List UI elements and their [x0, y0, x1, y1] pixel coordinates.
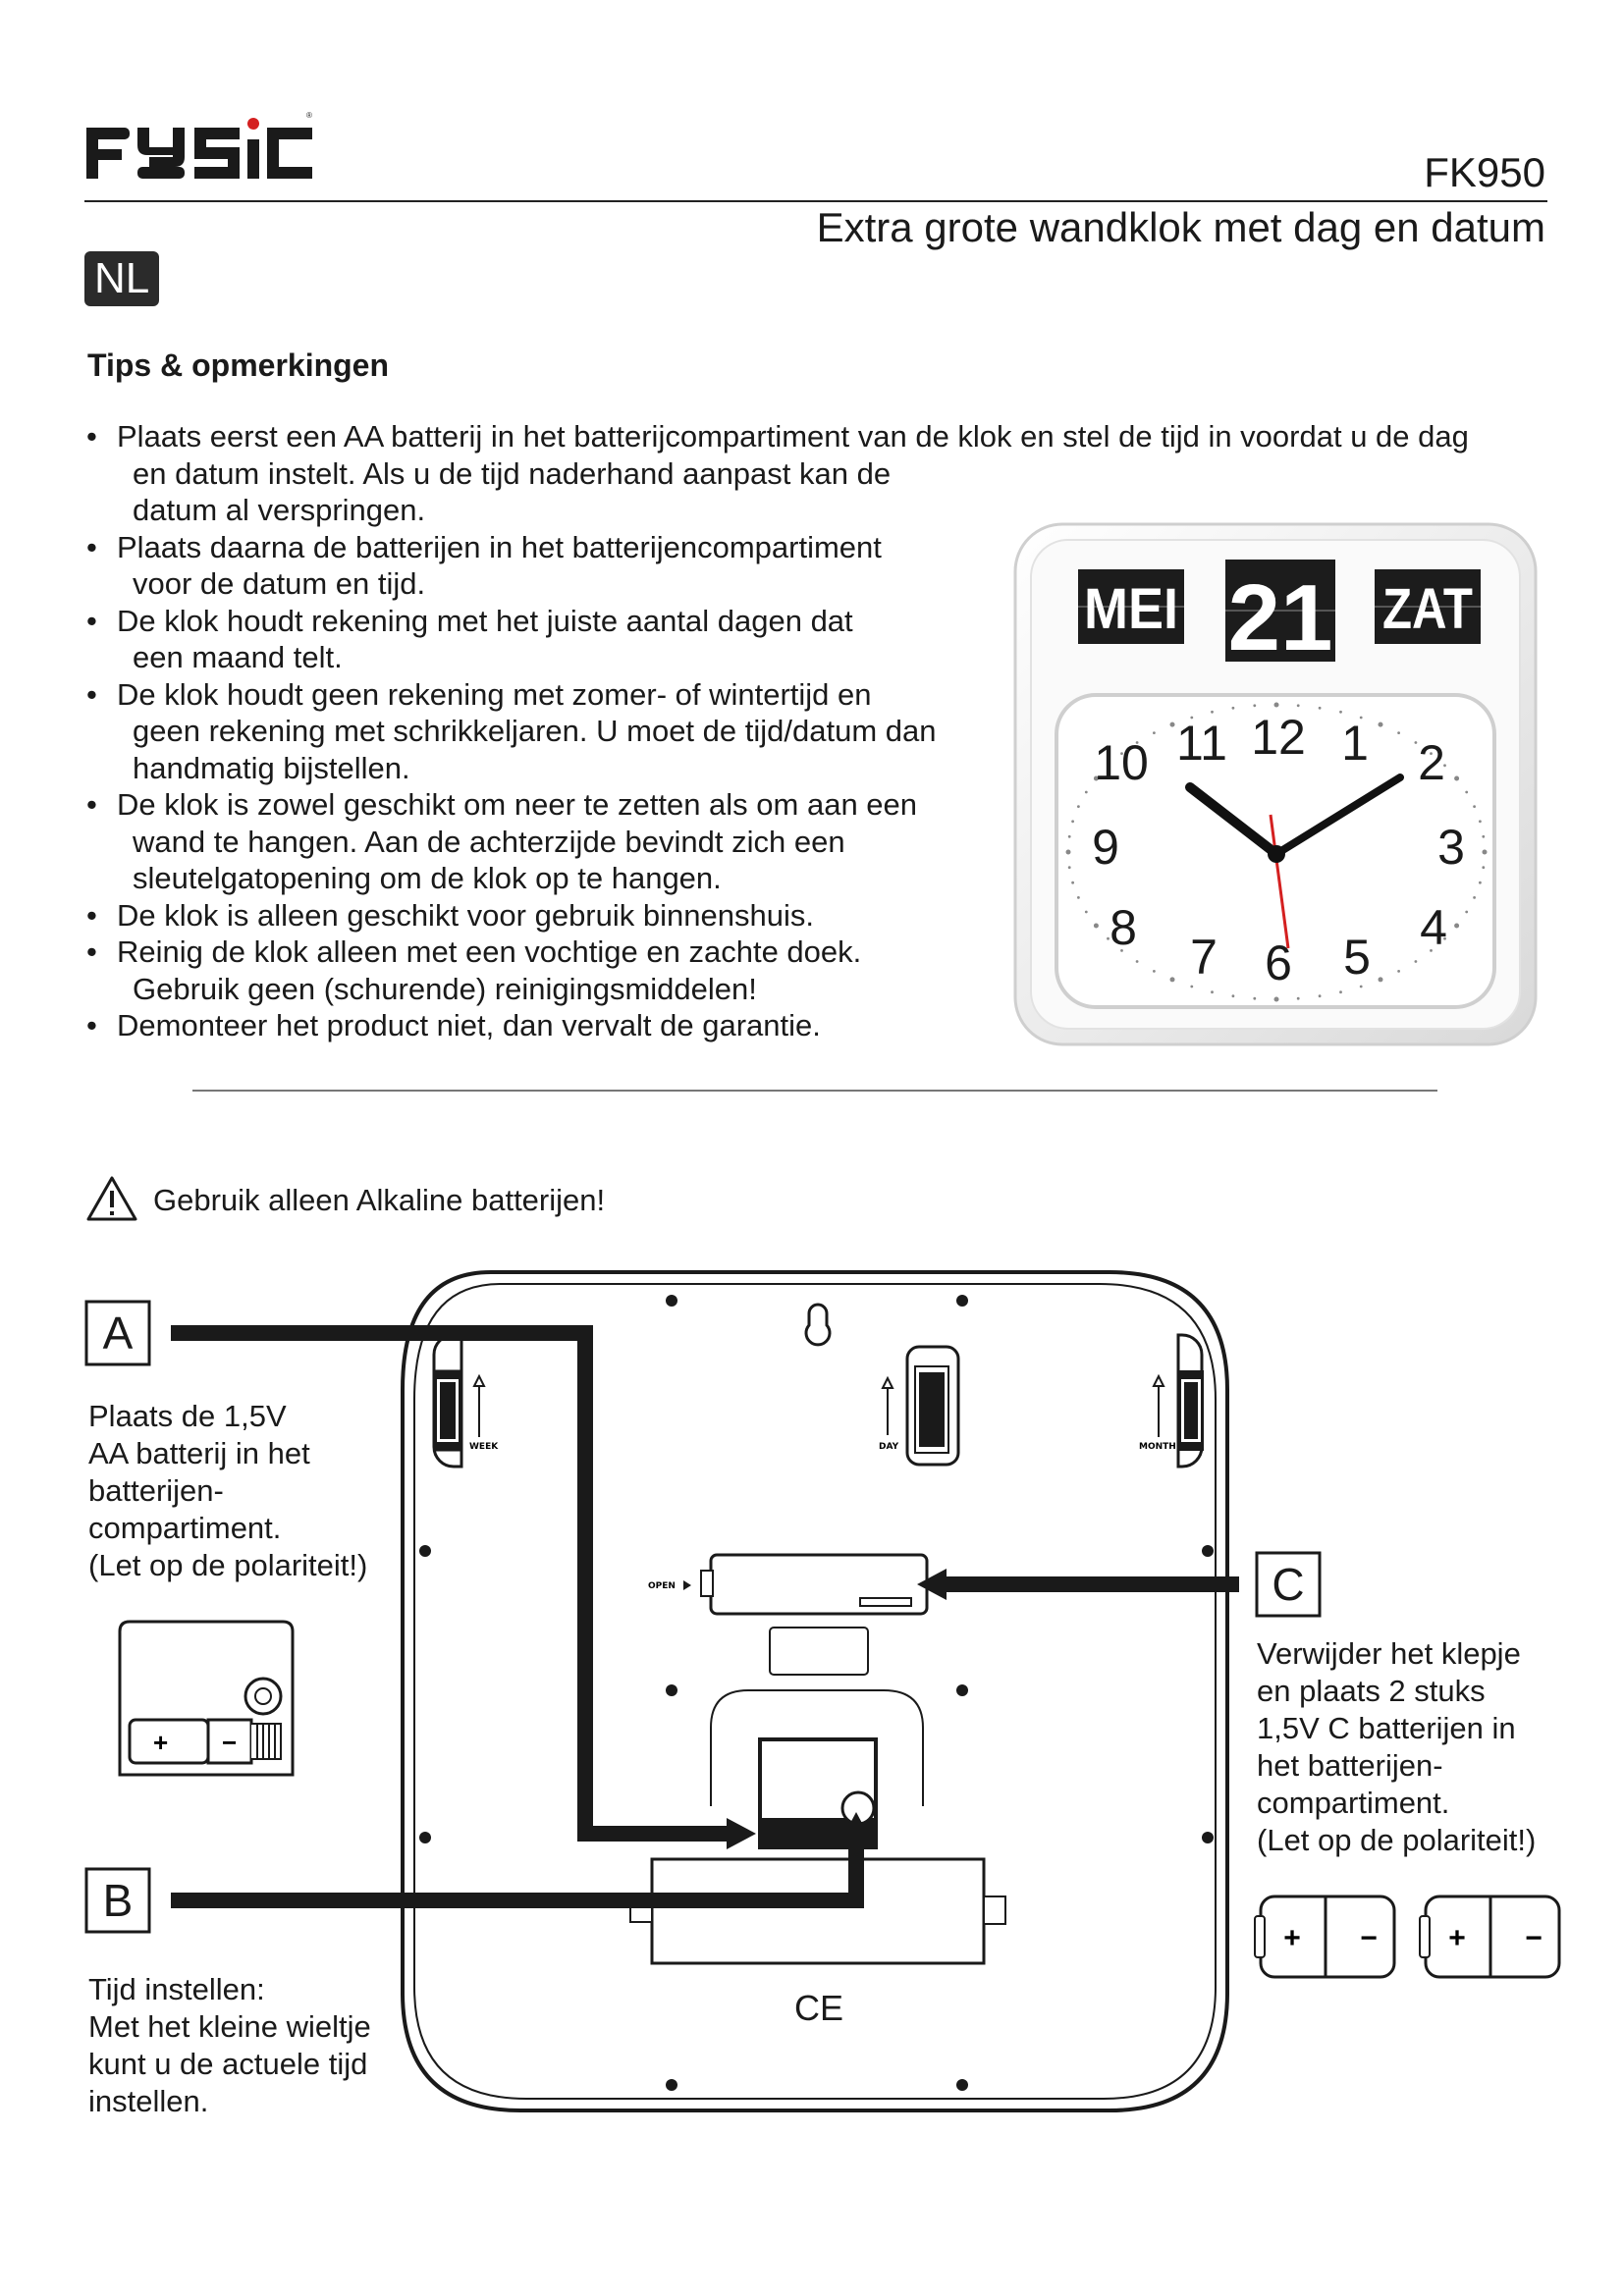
description-line: Verwijder het klepje [1257, 1636, 1521, 1671]
dial-tick [1136, 960, 1139, 963]
dial-tick [1170, 977, 1175, 982]
dial-tick [1297, 997, 1300, 1000]
dial-tick [1253, 997, 1256, 1000]
dial-numeral: 12 [1251, 710, 1306, 765]
tip-line: een maand telt. [133, 640, 343, 674]
tip-item [86, 418, 1520, 529]
dial-tick [1360, 986, 1363, 988]
dial-numeral: 2 [1418, 735, 1445, 790]
description-line: compartiment. [1257, 1786, 1450, 1820]
dial-tick [1253, 704, 1256, 707]
dial-numeral: 9 [1092, 820, 1119, 875]
open-label: OPEN [648, 1581, 676, 1591]
dial-tick [1071, 881, 1074, 884]
tip-line: sleutelgatopening om de klok op te hangen. [133, 861, 722, 895]
aa-battery-inset [120, 1622, 293, 1775]
tip-line: datum al verspringen. [133, 493, 426, 527]
tip-line: handmatig bijstellen. [133, 750, 410, 785]
dial-tick [1415, 960, 1418, 963]
dial-tick [1397, 731, 1400, 734]
description-c [1257, 1635, 1536, 1859]
ce-mark: CE [793, 1988, 844, 2028]
c-battery-plus: + [1283, 1922, 1301, 1954]
c-battery-plus: + [1448, 1922, 1466, 1954]
day-slot-label: DAY [879, 1442, 899, 1452]
month-slot-label: MONTH [1139, 1442, 1176, 1452]
model-number: FK950 [1424, 149, 1545, 195]
weekday-panel-text: ZAT [1382, 577, 1473, 641]
dial-tick [1153, 970, 1156, 973]
aa-plus-sign: + [153, 1728, 169, 1757]
dial-tick [1068, 866, 1071, 869]
dial-numeral: 3 [1437, 820, 1465, 875]
label-a: A [102, 1308, 134, 1359]
tip-line: en datum instelt. Als u de tijd naderhand aanpast kan de [133, 455, 892, 491]
c-battery-icon [1420, 1896, 1559, 1977]
aa-minus-sign: − [222, 1728, 238, 1757]
description-line: compartiment. [88, 1511, 282, 1545]
language-badge: NL [84, 251, 159, 306]
tip-line: • Plaats daarna de batterijen in het batterijencompartiment [117, 529, 882, 564]
month-panel-text: MEI [1084, 577, 1178, 641]
tip-line: • De klok houdt rekening met het juiste aantal dagen dat [117, 603, 853, 638]
dial-tick [1482, 835, 1485, 838]
dial-tick [1085, 791, 1088, 794]
description-b [88, 1971, 371, 2120]
warning-triangle-icon [86, 1175, 137, 1222]
dial-numeral: 7 [1190, 930, 1218, 985]
description-line: (Let op de polariteit!) [88, 1548, 368, 1582]
dial-tick [1465, 911, 1468, 914]
tip-line: • De klok is zowel geschikt om neer te zetten als om aan een [117, 787, 918, 822]
dial-tick [1297, 704, 1300, 707]
tips-heading: Tips & opmerkingen [87, 347, 390, 383]
dial-numeral: 4 [1420, 900, 1447, 955]
dial-tick [1319, 994, 1322, 997]
dial-numeral: 11 [1176, 716, 1227, 771]
warning-text: Gebruik alleen Alkaline batterijen! [153, 1183, 606, 1217]
keyhole-icon [806, 1305, 830, 1345]
dial-tick [1190, 986, 1193, 988]
dial-tick [1232, 707, 1235, 710]
dial-tick [1482, 866, 1485, 869]
description-line: kunt u de actuele tijd [88, 2047, 368, 2081]
tip-line: • Demonteer het product niet, dan vervalt de garantie. [117, 1008, 821, 1042]
dial-tick [1211, 711, 1214, 714]
dial-tick [1274, 703, 1279, 708]
description-line: instellen. [88, 2084, 209, 2118]
clock-photo [1011, 520, 1540, 1048]
dial-tick [1397, 970, 1400, 973]
dial-tick [1077, 896, 1080, 899]
dial-tick [1068, 835, 1071, 838]
product-subtitle: Extra grote wandklok met dag en datum [816, 204, 1545, 250]
dial-numeral: 1 [1341, 716, 1369, 771]
dial-tick [1339, 711, 1342, 714]
dial-tick [1379, 977, 1383, 982]
tip-line: • Plaats eerst een AA batterij in het batterijcompartiment van de klok en stel de tijd in voordat u de dag [117, 419, 1469, 454]
dial-tick [1483, 850, 1488, 855]
dial-tick [1071, 820, 1074, 823]
tip-line: voor de datum en tijd. [133, 566, 426, 601]
tip-line: Gebruik geen (schurende) reinigingsmiddelen! [133, 971, 757, 1006]
dial-tick [1454, 924, 1459, 929]
dial-tick [1170, 722, 1175, 727]
dial-tick [1085, 911, 1088, 914]
description-line: (Let op de polariteit!) [1257, 1823, 1537, 1857]
day-panel-text: 21 [1227, 565, 1333, 670]
dial-numeral: 8 [1110, 900, 1137, 955]
dial-tick [1232, 994, 1235, 997]
dial-tick [1274, 997, 1279, 1002]
dial-tick [1153, 731, 1156, 734]
dial-tick [1479, 881, 1482, 884]
dial-numeral: 5 [1343, 930, 1371, 985]
dial-tick [1465, 791, 1468, 794]
dial-tick [1094, 924, 1099, 929]
description-line: Met het kleine wieltje [88, 2009, 371, 2044]
description-line: Plaats de 1,5V [88, 1399, 287, 1433]
dial-tick [1077, 805, 1080, 808]
dial-tick [1319, 707, 1322, 710]
dial-tick [1339, 990, 1342, 993]
description-line: 1,5V C batterijen in [1257, 1711, 1516, 1745]
tip-line: • Reinig de klok alleen met een vochtige en zachte doek. [117, 934, 862, 969]
fysic-logo [84, 100, 320, 188]
dial-tick [1379, 722, 1383, 727]
c-battery-minus: − [1525, 1922, 1543, 1954]
dial-numeral: 6 [1265, 935, 1292, 990]
c-battery-minus: − [1360, 1922, 1378, 1954]
description-line: het batterijen- [1257, 1748, 1443, 1783]
dial-numeral: 10 [1094, 735, 1149, 790]
dial-tick [1473, 896, 1476, 899]
section-divider [192, 1090, 1437, 1092]
description-line: Tijd instellen: [88, 1972, 265, 2006]
label-b: B [102, 1875, 134, 1926]
dial-tick [1211, 990, 1214, 993]
header-rule [84, 200, 1547, 202]
dial-tick [1415, 741, 1418, 744]
dial-tick [1066, 850, 1071, 855]
tip-line: • De klok is alleen geschikt voor gebruik binnenshuis. [117, 897, 814, 933]
dial-tick [1479, 820, 1482, 823]
description-line: en plaats 2 stuks [1257, 1674, 1486, 1708]
description-line: AA batterij in het [88, 1436, 310, 1470]
description-line: batterijen- [88, 1473, 224, 1508]
tip-line: wand te hangen. Aan de achterzijde bevindt zich een [133, 824, 845, 859]
description-a [88, 1398, 367, 1584]
dial-tick [1454, 776, 1459, 781]
c-battery-icon [1255, 1896, 1394, 1977]
week-slot-label: WEEK [469, 1442, 499, 1452]
svg-text:®: ® [306, 111, 312, 120]
dial-tick [1473, 805, 1476, 808]
label-c: C [1272, 1559, 1305, 1610]
tip-line: • De klok houdt geen rekening met zomer- of wintertijd en [117, 676, 872, 712]
tip-line: geen rekening met schrikkeljaren. U moet de tijd/datum dan [133, 714, 937, 748]
